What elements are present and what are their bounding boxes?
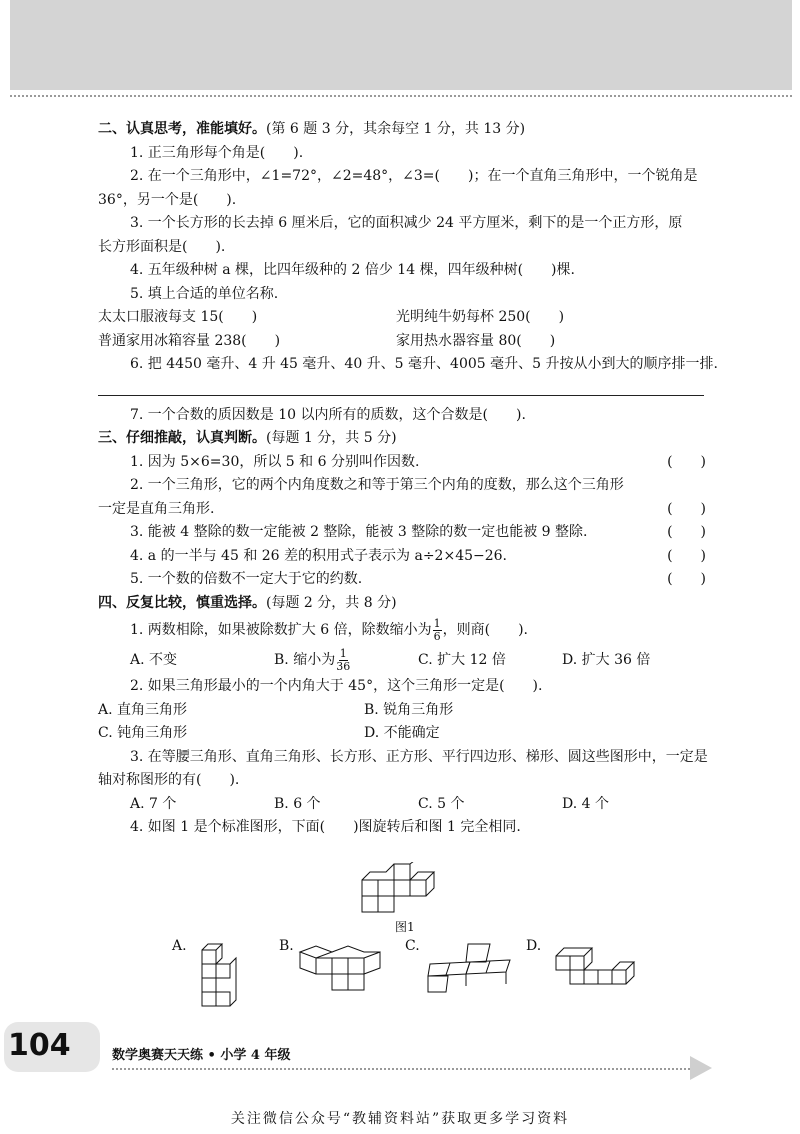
s2-q2-line1: 2. 在一个三角形中，∠1=72°，∠2=48°，∠3=( )；在一个直角三角形中，一个锐角是 <box>130 168 698 184</box>
option-a: A. 不变 <box>130 652 178 668</box>
s3-q4-text: 4. a 的一半与 45 和 26 差的积用式子表示为 a÷2×45−26. <box>130 547 508 564</box>
book-title: 数学奥赛天天练 • 小学 4 年级 <box>112 1048 291 1063</box>
fraction <box>336 648 350 673</box>
s2-q5-row2 <box>66 330 710 354</box>
s4-q3-options <box>98 793 710 817</box>
promo-text: 关注微信公众号“教辅资料站”获取更多学习资料 <box>230 1111 570 1127</box>
s3-q4 <box>98 545 710 569</box>
s2-q5-row1 <box>66 306 710 330</box>
option-d-cubes <box>552 942 636 994</box>
s4-q3-line1: 3. 在等腰三角形、直角三角形、长方形、正方形、平行四边形、梯形、圆这些图形中，一定是 <box>130 748 708 765</box>
s3-q3-text: 3. 能被 4 整除的数一定能被 2 整除，能被 3 整除的数一定也能被 9 整除. <box>130 524 588 540</box>
figure-1-cubes <box>358 862 442 920</box>
option-c: C. 钝角三角形 <box>98 725 188 741</box>
figure-label: A. <box>172 938 187 954</box>
judgement-paren: ( ) <box>667 547 706 564</box>
figure-label: D. <box>526 938 542 954</box>
s3-q2-line2 <box>98 498 710 522</box>
s3-q1-text: 1. 因为 5×6=30，所以 5 和 6 分别叫作因数. <box>130 453 420 470</box>
s3-q3 <box>98 521 710 545</box>
section2-note: (第 6 题 3 分，其余每空 1 分，共 13 分) <box>266 121 526 137</box>
fraction-numerator: 1 <box>433 616 441 630</box>
s3-q5-text: 5. 一个数的倍数不一定大于它的约数. <box>130 571 363 587</box>
option-c-cubes <box>426 940 516 1000</box>
option-b: B. 锐角三角形 <box>364 701 454 718</box>
section2-title: 二、认真思考，准能填好。 <box>98 121 266 137</box>
fraction-denominator: 36 <box>336 659 351 673</box>
s2-q5-item: 太太口服液每支 15( ) <box>98 309 258 325</box>
judgement-paren: ( ) <box>667 500 706 517</box>
s4-q4: 4. 如图 1 是个标准图形，下面( )图旋转后和图 1 完全相同. <box>130 819 521 835</box>
figure-1-caption: 图1 <box>395 920 415 934</box>
option-a-figure <box>172 938 187 954</box>
header-band <box>10 0 792 90</box>
option-c-figure <box>405 938 420 954</box>
s4-q1 <box>98 615 710 645</box>
answer-line <box>98 381 704 396</box>
s2-q3-line1: 3. 一个长方形的长去掉 6 厘米后，它的面积减少 24 平方厘米，剩下的是一个正方形，原 <box>130 215 683 231</box>
exercise-content <box>98 118 718 840</box>
s2-q4: 4. 五年级种树 a 棵，比四年级种的 2 倍少 14 棵，四年级种树( )棵. <box>130 262 575 278</box>
option-c: C. 扩大 12 倍 <box>418 652 506 668</box>
s2-q3-line2: 长方形面积是( ). <box>98 238 226 255</box>
judgement-paren: ( ) <box>667 524 706 540</box>
option-b: B. 6 个 <box>274 795 321 812</box>
option-d: D. 4 个 <box>562 795 609 812</box>
page-number: 104 <box>8 1028 71 1063</box>
s4-q2-options-row2 <box>98 722 710 746</box>
s2-q5-item: 光明纯牛奶每杯 250( ) <box>396 309 565 325</box>
judgement-paren: ( ) <box>667 571 706 587</box>
fraction <box>433 618 442 643</box>
section3-note: (每题 1 分，共 5 分) <box>266 430 397 446</box>
s2-q5-item: 家用热水器容量 80( ) <box>396 332 556 349</box>
section2-heading <box>98 118 710 142</box>
s2-q5-item: 普通家用冰箱容量 238( ) <box>98 332 281 349</box>
option-d: D. 不能确定 <box>364 725 440 741</box>
s2-q5: 5. 填上合适的单位名称. <box>130 285 279 302</box>
s4-q1-post: ，则商( ). <box>442 622 528 638</box>
header-dotted-rule <box>10 95 792 97</box>
option-b-cubes <box>296 942 386 998</box>
s4-q3-line2: 轴对称图形的有( ). <box>98 772 240 788</box>
s3-q2-line1: 2. 一个三角形，它的两个内角度数之和等于第三个内角的度数，那么这个三角形 <box>130 477 624 493</box>
section4-note: (每题 2 分，共 8 分) <box>266 594 397 611</box>
option-b-text: B. 缩小为 <box>274 652 336 668</box>
s4-q2-options-row1 <box>98 699 710 723</box>
s4-q1-options <box>98 645 710 675</box>
s4-q1-pre: 1. 两数相除，如果被除数扩大 6 倍，除数缩小为 <box>130 622 432 638</box>
arrow-right-icon <box>690 1056 712 1080</box>
option-a: A. 7 个 <box>130 795 177 812</box>
section4-title: 四、反复比较，慎重选择。 <box>98 594 266 611</box>
footer-dotted-rule <box>112 1068 690 1070</box>
option-d-figure <box>526 938 541 954</box>
section3-title: 三、仔细推敲，认真判断。 <box>98 430 266 446</box>
fraction-numerator: 1 <box>339 646 347 660</box>
fraction-denominator: 6 <box>433 629 441 643</box>
option-d: D. 扩大 36 倍 <box>562 652 651 668</box>
figure-label: C. <box>405 938 420 954</box>
judgement-paren: ( ) <box>667 453 706 470</box>
figure-label: B. <box>279 938 294 954</box>
s2-q6: 6. 把 4450 毫升、4 升 45 毫升、40 升、5 毫升、4005 毫升、5 升按从小到大的顺序排一排. <box>130 356 718 372</box>
option-a: A. 直角三角形 <box>98 701 188 718</box>
option-a-cubes <box>198 940 244 1016</box>
s3-q5 <box>98 568 710 592</box>
s4-q2: 2. 如果三角形最小的一个内角大于 45°，这个三角形一定是( ). <box>130 678 543 694</box>
option-c: C. 5 个 <box>418 795 465 812</box>
option-b-figure <box>279 938 294 954</box>
s2-q1: 1. 正三角形每个角是( ). <box>130 144 304 161</box>
option-b <box>274 645 418 675</box>
section3-heading <box>98 427 710 451</box>
section4-heading <box>98 592 710 616</box>
s2-q7: 7. 一个合数的质因数是 10 以内所有的质数，这个合数是( ). <box>130 406 526 423</box>
s3-q2-text: 一定是直角三角形. <box>98 500 215 517</box>
s3-q1 <box>98 451 710 475</box>
s2-q2-line2: 36°，另一个是( ). <box>98 191 237 208</box>
